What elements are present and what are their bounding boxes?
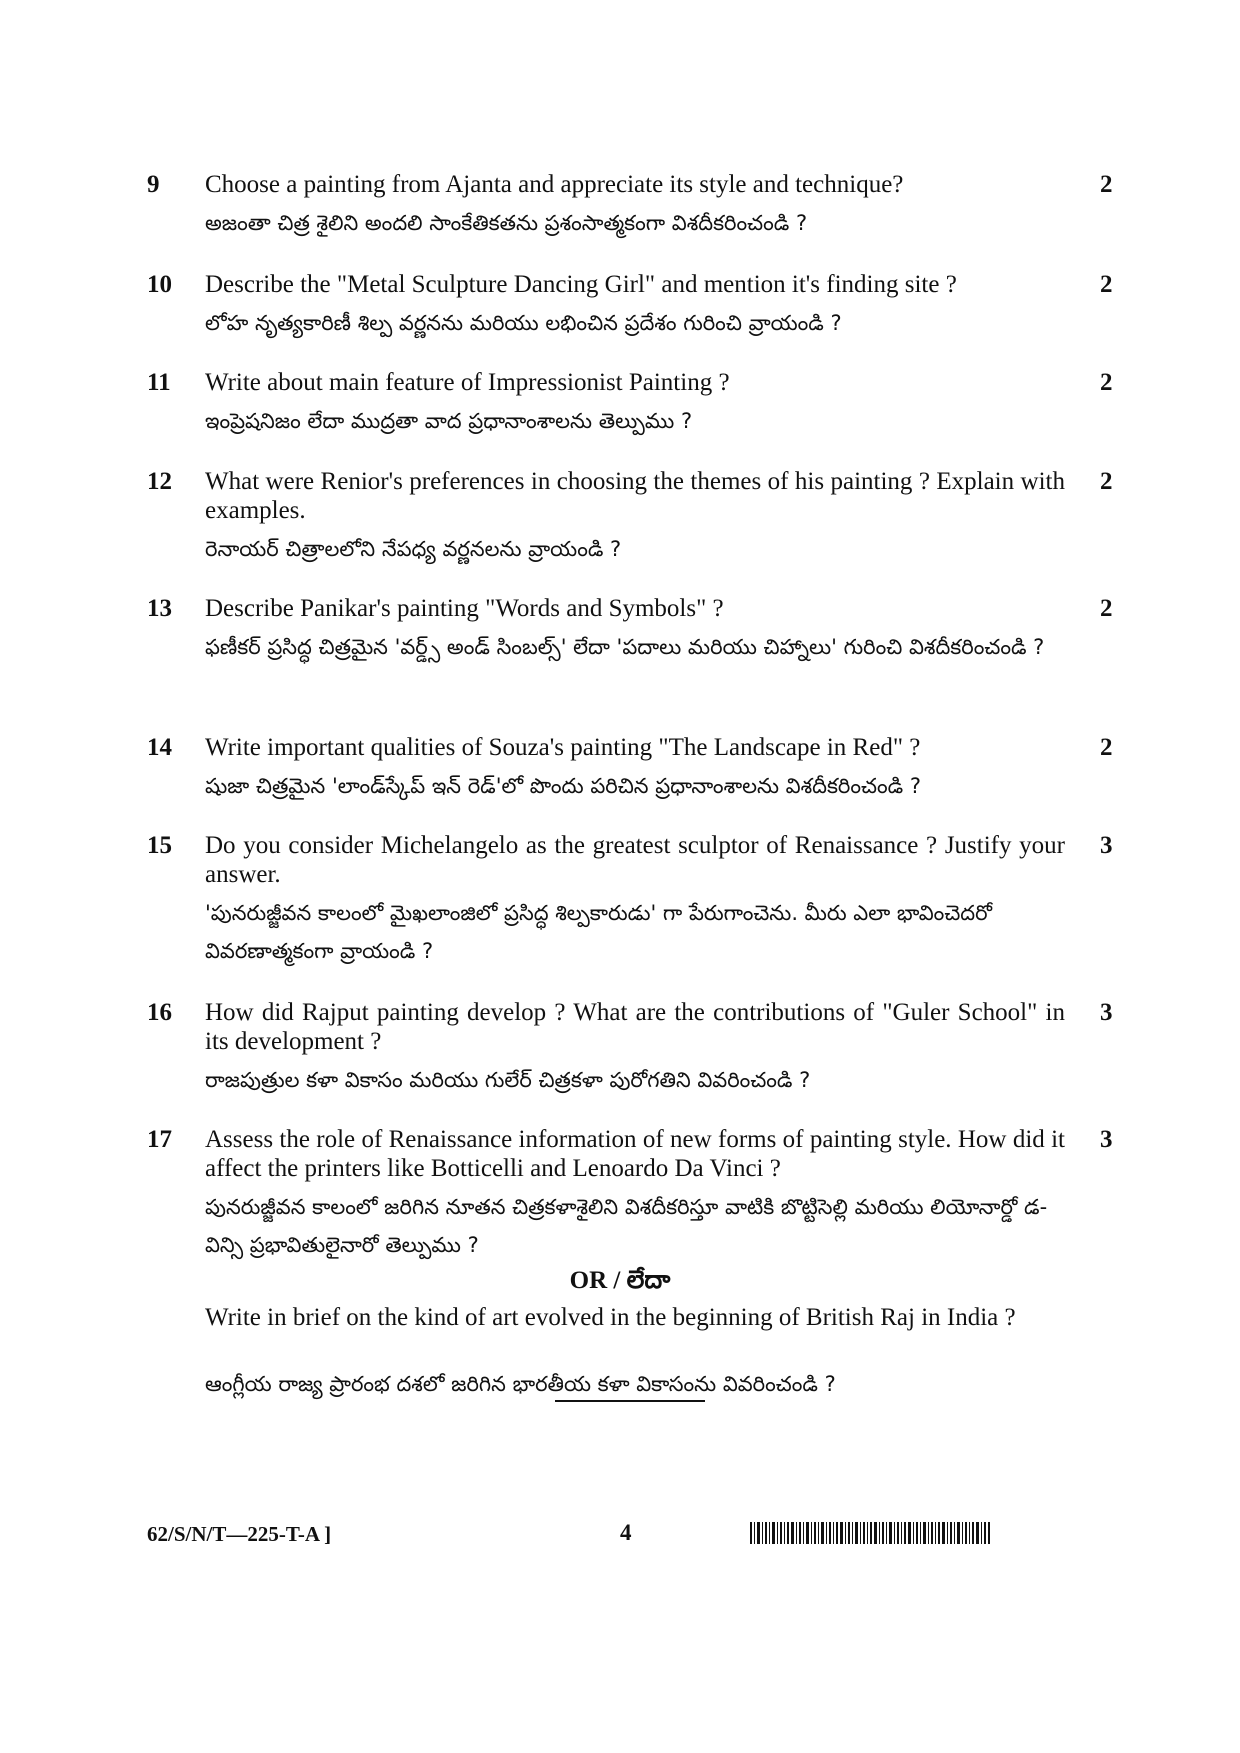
paper-code: 62/S/N/T—225-T-A ] — [147, 1522, 332, 1546]
question-number: 15 — [147, 832, 172, 859]
question-text-telugu: ఫణీకర్ ప్రసిద్ధ చిత్రమైన 'వర్డ్స్ అండ్ సింబల్స్' లేదా 'పదాలు మరియు చిహ్నాలు' గురించి విశదీకరించండి ? — [205, 635, 1045, 659]
question-text-telugu: లోహ నృత్యకారిణీ శిల్ప వర్ణనను మరియు లభించిన ప్రదేశం గురించి వ్రాయండి ? — [205, 311, 842, 335]
question-text-telugu: అజంతా చిత్ర శైలిని అందలి సాంకేతికతను ప్రశంసాత్మకంగా విశదీకరించండి ? — [205, 211, 808, 235]
question-text-english: What were Renior's preferences in choosing the themes of his painting ? Explain with examples. — [205, 468, 1065, 524]
question-text-english: Do you consider Michelangelo as the greatest sculptor of Renaissance ? Justify your answer. — [205, 832, 1065, 888]
question-marks: 2 — [1100, 171, 1113, 198]
question-text-english: Write important qualities of Souza's painting "The Landscape in Red" ? — [205, 734, 921, 761]
question-marks: 3 — [1100, 832, 1113, 859]
question-marks: 2 — [1100, 271, 1113, 298]
question-number: 10 — [147, 271, 172, 298]
page-number: 4 — [620, 1520, 632, 1545]
question-number: 14 — [147, 734, 172, 761]
underline-rule — [555, 1400, 705, 1402]
question-text-english: Describe Panikar's painting "Words and Symbols" ? — [205, 595, 724, 622]
question-number: 17 — [147, 1126, 172, 1153]
barcode-icon — [750, 1522, 990, 1544]
question-text-english: Assess the role of Renaissance information of new forms of painting style. How did it affect the printers like Botticelli and Lenoardo Da Vinci ? — [205, 1126, 1065, 1182]
question-number: 13 — [147, 595, 172, 622]
question-marks: 2 — [1100, 595, 1113, 622]
question-text-telugu: ఇంప్రెషనిజం లేదా ముద్రతా వాద ప్రధానాంశాలను తెల్పుము ? — [205, 409, 693, 433]
alt-question-text-telugu: ఆంగ్లీయ రాజ్య ప్రారంభ దశలో జరిగిన భారతీయ కళా వికాసంను వివరించండి ? — [205, 1372, 836, 1396]
question-text-english: Choose a painting from Ajanta and appreciate its style and technique? — [205, 171, 904, 198]
question-text-telugu: రాజపుత్రుల కళా వికాసం మరియు గులేర్ చిత్రకళా పురోగతిని వివరించండి ? — [205, 1068, 811, 1092]
question-marks: 2 — [1100, 468, 1113, 495]
or-separator: OR / లేదా — [569, 1267, 671, 1294]
question-number: 11 — [147, 369, 171, 396]
question-marks: 3 — [1100, 999, 1113, 1026]
question-marks: 3 — [1100, 1126, 1113, 1153]
question-text-english: Describe the "Metal Sculpture Dancing Girl" and mention it's finding site ? — [205, 271, 957, 298]
question-number: 16 — [147, 999, 172, 1026]
question-text-english: Write about main feature of Impressionist Painting ? — [205, 369, 730, 396]
alt-question-text-english: Write in brief on the kind of art evolved in the beginning of British Raj in India ? — [205, 1304, 1016, 1331]
question-text-telugu: షుజా చిత్రమైన 'లాండ్‌స్కేప్ ఇన్ రెడ్'లో పొందు పరిచిన ప్రధానాంశాలను విశదీకరించండి ? — [205, 774, 922, 798]
question-number: 12 — [147, 468, 172, 495]
question-marks: 2 — [1100, 369, 1113, 396]
question-text-english: How did Rajput painting develop ? What are the contributions of "Guler School" in its development ? — [205, 999, 1065, 1055]
question-text-telugu: పునరుజ్జీవన కాలంలో జరిగిన నూతన చిత్రకళాశైలిని విశదీకరిస్తూ వాటికి బొట్టిసెల్లి మరియు లియోనార్డో డ-విన్సి ప్రభావితులైనారో తెల్పుము ? — [205, 1195, 1048, 1257]
question-marks: 2 — [1100, 734, 1113, 761]
question-text-telugu: 'పునరుజ్జీవన కాలంలో మైఖలాంజిలో ప్రసిద్ధ శిల్పకారుడు' గా పేరుగాంచెను. మీరు ఎలా భావించెదరో వివరణాత్మకంగా వ్రాయండి ? — [205, 901, 992, 963]
question-text-telugu: రెనాయర్ చిత్రాలలోని నేపధ్య వర్ణనలను వ్రాయండి ? — [205, 537, 622, 561]
question-number: 9 — [147, 171, 160, 198]
